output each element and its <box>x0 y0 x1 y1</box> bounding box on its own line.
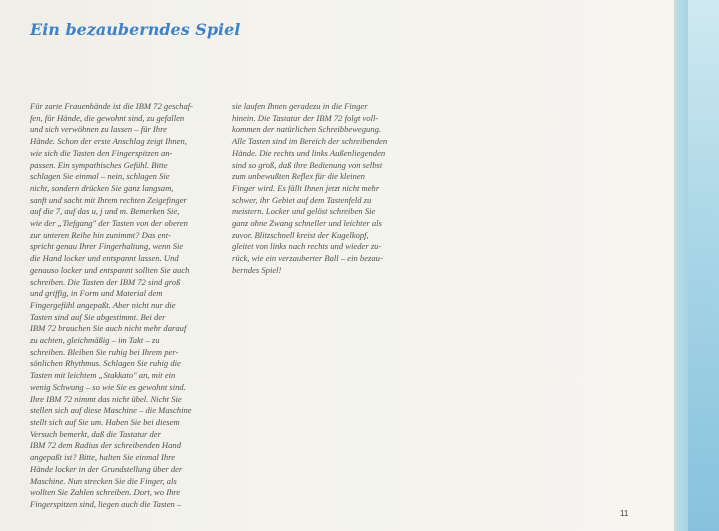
text-line: Ihre IBM 72 nimmt das nicht übel. Nicht Sie <box>30 393 182 404</box>
page-edge-shadow <box>674 0 676 531</box>
text-line: auf die 7, auf das u, j und m. Bemerken Sie, <box>30 206 180 217</box>
text-line: passen. Ein sympathisches Gefühl. Bitte <box>30 159 168 170</box>
text-line: schlagen Sie einmal – nein, schlagen Sie <box>30 171 170 182</box>
text-line: Finger wird. Es fällt Ihnen jetzt nicht mehr <box>232 182 380 193</box>
text-column-left <box>30 101 230 511</box>
blue-page-edge <box>674 0 719 531</box>
page-title: Ein bezauberndes Spiel <box>30 20 241 39</box>
text-line: zum unbewußten Reflex für die kleinen <box>232 171 365 182</box>
text-line: schreiben. Bleiben Sie ruhig bei Ihrem per- <box>30 346 179 357</box>
text-line: IBM 72 brauchen Sie auch nicht mehr darauf <box>30 323 187 334</box>
text-line: schwer, ihr Gebiet auf dem Tastenfeld zu <box>232 194 372 205</box>
text-line: Fingergefühl angepaßt. Aber nicht nur die <box>30 299 176 310</box>
text-line: schreiben. Die Tasten der IBM 72 sind groß <box>30 276 181 287</box>
blue-edge-band <box>688 0 719 531</box>
text-line: zuvor. Blitzschnell kreist der Kugelkopf, <box>232 229 369 240</box>
text-line: Versuch bemerkt, daß die Tastatur der <box>30 428 161 439</box>
text-line: fen, für Hände, die gewohnt sind, zu gefallen <box>30 112 185 123</box>
text-line: berndes Spiel! <box>232 264 282 275</box>
text-line: wenig Schwung – so wie Sie es gewohnt sind. <box>30 381 186 392</box>
text-line: gleitet von links nach rechts und wieder zu- <box>232 241 382 252</box>
text-line: und griffig, in Form und Material dem <box>30 288 163 299</box>
text-line: angepaßt ist? Bitte, halten Sie einmal Ihre <box>30 452 176 463</box>
text-line: Maschine. Nun strecken Sie die Finger, als <box>30 475 177 486</box>
text-line: Hände. Schon der erste Anschlag zeigt Ihnen, <box>30 136 187 147</box>
text-line: und sich verwöhnen zu lassen – für Ihre <box>30 124 167 135</box>
text-line: ganz ohne Zwang schneller und leichter als <box>232 218 382 229</box>
text-line: hinein. Die Tastatur der IBM 72 folgt voll- <box>232 112 379 123</box>
text-line: rück, wie ein verzauberter Ball – ein bezau- <box>232 253 383 264</box>
text-line: Fingerspitzen sind, liegen auch die Tasten – <box>30 498 182 509</box>
text-line: meistern. Locker und gelöst schreiben Sie <box>232 206 376 217</box>
text-line: stellen sich auf diese Maschine – die Maschine <box>30 405 192 416</box>
text-line: Tasten mit leichtem „Stakkato" an, mit ein <box>30 370 176 381</box>
text-line: zu achten, gleichmäßig – im Takt – zu <box>30 335 160 346</box>
text-line: kommen der natürlichen Schreibbewegung. <box>232 124 382 135</box>
text-line: sanft und sacht mit Ihrem rechten Zeigefinger <box>30 194 187 205</box>
text-line: sie laufen Ihnen geradezu in die Finger <box>232 101 368 111</box>
text-line: Alle Tasten sind im Bereich der schreibenden <box>232 136 388 147</box>
text-line: wie sich die Tasten den Fingerspitzen an- <box>30 147 173 158</box>
text-line: genauso locker und entspannt sollten Sie auch <box>30 264 190 275</box>
text-line: zur unteren Reihe hin zunimmt? Das ent- <box>30 229 171 240</box>
text-line: spricht genau Ihrer Fingerhaltung, wenn Sie <box>30 241 184 252</box>
text-line: Für zarte Frauenhände ist die IBM 72 geschaf- <box>30 101 194 111</box>
text-line: stellt sich auf Sie um. Haben Sie bei diesem <box>30 416 180 427</box>
text-line: Tasten sind auf Sie abgestimmt. Bei der <box>30 311 166 322</box>
text-line: nicht, sondern drücken Sie ganz langsam, <box>30 182 174 193</box>
page-number: 11 <box>620 509 629 518</box>
text-line: wie der „Tiefgang" der Tasten von der oberen <box>30 218 188 229</box>
text-line: sind so groß, daß ihre Bedienung von selbst <box>232 159 383 170</box>
text-line: Hände locker in der Grundstellung über der <box>30 463 183 474</box>
text-line: sönlichen Rhythmus. Schlagen Sie ruhig die <box>30 358 181 369</box>
text-line: Hände. Die rechts und links Außenliegenden <box>232 147 386 158</box>
text-column-right <box>232 101 420 277</box>
text-line: IBM 72 dem Radius der schreibenden Hand <box>30 440 181 451</box>
text-line: die Hand locker und entspannt lassen. Und <box>30 253 179 264</box>
text-line: wollten Sie Zahlen schreiben. Dort, wo Ihre <box>30 487 181 498</box>
